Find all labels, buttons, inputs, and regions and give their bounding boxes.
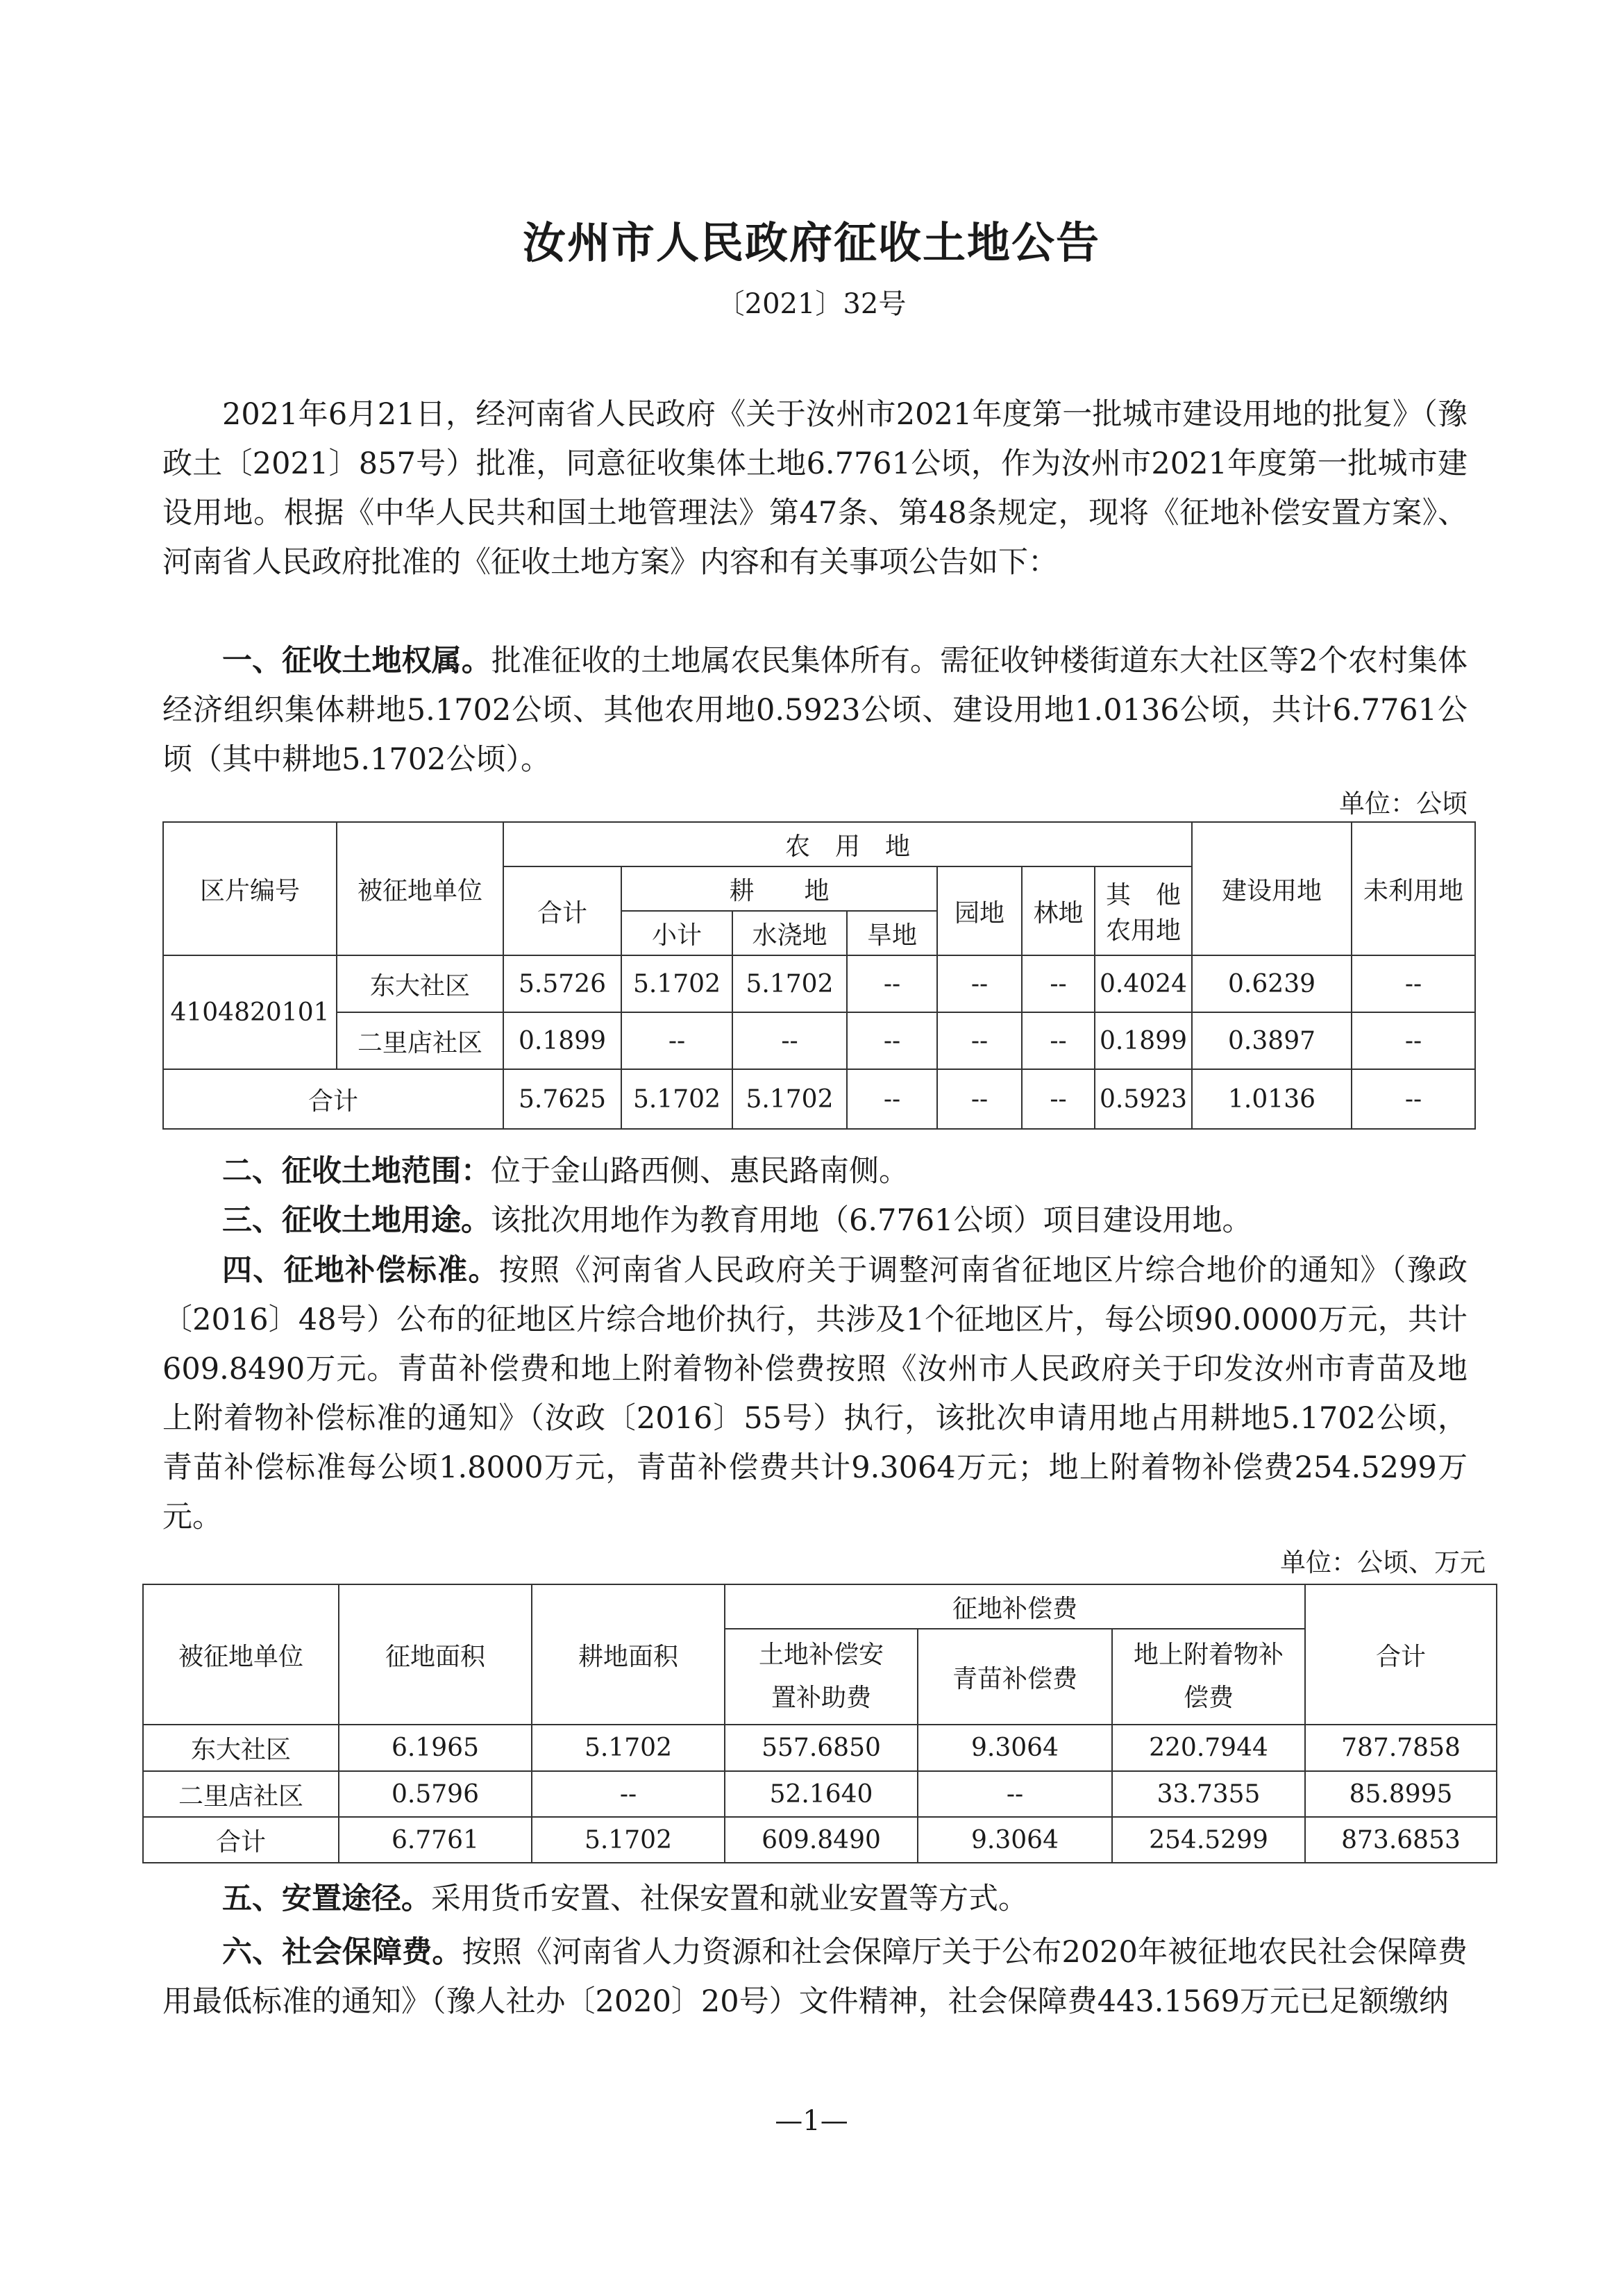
cell-unit: 东大社区 bbox=[337, 955, 503, 1012]
cell-total: 873.6853 bbox=[1305, 1817, 1497, 1863]
header-forest: 林地 bbox=[1022, 866, 1095, 955]
cell-other: 0.1899 bbox=[1095, 1012, 1192, 1069]
cell-unit: 二里店社区 bbox=[143, 1771, 339, 1817]
section-5 bbox=[162, 1875, 1468, 1924]
section-heading: 三、征收土地用途。 bbox=[222, 1203, 491, 1238]
cell-arable: 5.1702 bbox=[532, 1725, 725, 1771]
intro-paragraph: 2021年6月21日，经河南省人民政府《关于汝州市2021年度第一批城市建设用地的批复》（豫政土〔2021〕857号）批准，同意征收集体土地6.7761公顷，作为汝州市2021年度第一批城市建设用地。根据《中华人民共和国土地管理法》第47条、第48条规定，现将《征地补偿安置方案》、河南省人民政府批准的《征收土地方案》内容和有关事项公告如下： bbox=[162, 397, 1468, 580]
cell-unit: 合计 bbox=[143, 1817, 339, 1863]
section-text: 位于金山路西侧、惠民路南侧。 bbox=[491, 1154, 909, 1189]
cell-irrigated: 5.1702 bbox=[732, 1069, 847, 1129]
page-number: —1— bbox=[775, 2105, 848, 2137]
cell-dry: -- bbox=[847, 1012, 937, 1069]
section-text: 该批次用地作为教育用地（6.7761公顷）项目建设用地。 bbox=[491, 1203, 1252, 1238]
header-total: 合计 bbox=[1305, 1584, 1497, 1725]
section-heading: 六、社会保障费。 bbox=[222, 1935, 462, 1970]
header-total: 合计 bbox=[503, 866, 621, 955]
table-row bbox=[163, 1012, 1475, 1069]
header-unit-name: 被征地单位 bbox=[337, 822, 503, 955]
zone-id-cell: 4104820101 bbox=[163, 955, 337, 1069]
cell-unit: 东大社区 bbox=[143, 1725, 339, 1771]
cell-garden: -- bbox=[937, 1069, 1022, 1129]
cell-other: 0.5923 bbox=[1095, 1069, 1192, 1129]
header-arable-area: 耕地面积 bbox=[532, 1584, 725, 1725]
table2-unit: 单位：公顷、万元 bbox=[1280, 1548, 1486, 1577]
cell-total: 5.7625 bbox=[503, 1069, 621, 1129]
cell-arable: -- bbox=[532, 1771, 725, 1817]
cell-construction: 1.0136 bbox=[1192, 1069, 1352, 1129]
section-heading: 五、安置途径。 bbox=[222, 1882, 431, 1916]
cell-total: 0.1899 bbox=[503, 1012, 621, 1069]
document-number: 〔2021〕32号 bbox=[716, 288, 907, 320]
document-title: 汝州市人民政府征收土地公告 bbox=[522, 217, 1100, 268]
land-area-table bbox=[162, 821, 1476, 1130]
header-agri-land: 农 用 地 bbox=[503, 822, 1192, 866]
cell-crop-comp: 9.3064 bbox=[918, 1817, 1112, 1863]
table-row bbox=[163, 955, 1475, 1012]
header-zone-id: 区片编号 bbox=[163, 822, 337, 955]
compensation-table bbox=[142, 1584, 1497, 1863]
section-heading: 四、征地补偿标准。 bbox=[222, 1253, 499, 1288]
section-6 bbox=[162, 1928, 1468, 2027]
header-irrigated: 水浇地 bbox=[732, 911, 847, 955]
cell-area: 6.1965 bbox=[339, 1725, 532, 1771]
cell-total: 85.8995 bbox=[1305, 1771, 1497, 1817]
header-arable: 耕 地 bbox=[621, 866, 937, 911]
cell-subtotal: 5.1702 bbox=[621, 955, 732, 1012]
header-unit-name: 被征地单位 bbox=[143, 1584, 339, 1725]
header-crop-comp: 青苗补偿费 bbox=[918, 1629, 1112, 1725]
cell-total: 5.5726 bbox=[503, 955, 621, 1012]
cell-land-comp: 609.8490 bbox=[725, 1817, 918, 1863]
header-land-comp: 土地补偿安置补助费 bbox=[725, 1629, 918, 1725]
cell-subtotal: -- bbox=[621, 1012, 732, 1069]
table-row-total bbox=[163, 1069, 1475, 1129]
section-4 bbox=[162, 1246, 1468, 1542]
cell-attach-comp: 33.7355 bbox=[1112, 1771, 1305, 1817]
section-3 bbox=[162, 1196, 1468, 1246]
cell-total: 787.7858 bbox=[1305, 1725, 1497, 1771]
cell-land-comp: 52.1640 bbox=[725, 1771, 918, 1817]
section-2 bbox=[162, 1147, 1468, 1196]
cell-garden: -- bbox=[937, 1012, 1022, 1069]
cell-dry: -- bbox=[847, 955, 937, 1012]
section-heading: 二、征收土地范围： bbox=[222, 1154, 491, 1189]
cell-irrigated: 5.1702 bbox=[732, 955, 847, 1012]
header-dry: 旱地 bbox=[847, 911, 937, 955]
header-garden: 园地 bbox=[937, 866, 1022, 955]
cell-arable: 5.1702 bbox=[532, 1817, 725, 1863]
table-row bbox=[143, 1771, 1497, 1817]
cell-construction: 0.6239 bbox=[1192, 955, 1352, 1012]
cell-crop-comp: 9.3064 bbox=[918, 1725, 1112, 1771]
cell-subtotal: 5.1702 bbox=[621, 1069, 732, 1129]
table-row bbox=[143, 1725, 1497, 1771]
cell-garden: -- bbox=[937, 955, 1022, 1012]
section-heading: 一、征收土地权属。 bbox=[222, 644, 491, 678]
section-text: 采用货币安置、社保安置和就业安置等方式。 bbox=[431, 1882, 1028, 1916]
cell-attach-comp: 254.5299 bbox=[1112, 1817, 1305, 1863]
cell-sum-label: 合计 bbox=[163, 1069, 503, 1129]
cell-area: 6.7761 bbox=[339, 1817, 532, 1863]
header-construction: 建设用地 bbox=[1192, 822, 1352, 955]
cell-unused: -- bbox=[1352, 955, 1475, 1012]
cell-attach-comp: 220.7944 bbox=[1112, 1725, 1305, 1771]
cell-area: 0.5796 bbox=[339, 1771, 532, 1817]
cell-forest: -- bbox=[1022, 1012, 1095, 1069]
cell-unit: 二里店社区 bbox=[337, 1012, 503, 1069]
header-attach-comp: 地上附着物补偿费 bbox=[1112, 1629, 1305, 1725]
cell-dry: -- bbox=[847, 1069, 937, 1129]
cell-construction: 0.3897 bbox=[1192, 1012, 1352, 1069]
header-subtotal: 小计 bbox=[621, 911, 732, 955]
section-text: 批准征收的土地属农民集体所有。需征收钟楼街道东大社区等2个农村集体经济组织集体耕地5.1702公顷、其他农用地0.5923公顷、建设用地1.0136公顷，共计6.7761公顷（其中耕地5.1702公顷）。 bbox=[162, 644, 1468, 777]
cell-crop-comp: -- bbox=[918, 1771, 1112, 1817]
cell-unused: -- bbox=[1352, 1069, 1475, 1129]
header-other-agri: 其 他农用地 bbox=[1095, 866, 1192, 955]
cell-irrigated: -- bbox=[732, 1012, 847, 1069]
section-text: 按照《河南省人力资源和社会保障厅关于公布2020年被征地农民社会保障费用最低标准的通知》（豫人社办〔2020〕20号）文件精神，社会保障费443.1569万元已足额缴纳 bbox=[162, 1935, 1468, 2019]
cell-unused: -- bbox=[1352, 1012, 1475, 1069]
header-compensation: 征地补偿费 bbox=[725, 1584, 1305, 1629]
cell-forest: -- bbox=[1022, 1069, 1095, 1129]
cell-forest: -- bbox=[1022, 955, 1095, 1012]
cell-land-comp: 557.6850 bbox=[725, 1725, 918, 1771]
table-row-total bbox=[143, 1817, 1497, 1863]
header-unused: 未利用地 bbox=[1352, 822, 1475, 955]
header-area: 征地面积 bbox=[339, 1584, 532, 1725]
table1-unit: 单位：公顷 bbox=[1339, 789, 1468, 819]
section-1 bbox=[162, 637, 1468, 785]
section-text: 按照《河南省人民政府关于调整河南省征地区片综合地价的通知》（豫政〔2016〕48号）公布的征地区片综合地价执行，共涉及1个征地区片，每公顷90.0000万元，共计609.8490万元。青苗补偿费和地上附着物补偿费按照《汝州市人民政府关于印发汝州市青苗及地上附着物补偿标准的通知》（汝政〔2016〕55号）执行，该批次申请用地占用耕地5.1702公顷，青苗补偿标准每公顷1.8000万元，青苗补偿费共计9.3064万元；地上附着物补偿费254.5299万元。 bbox=[162, 1253, 1468, 1534]
cell-other: 0.4024 bbox=[1095, 955, 1192, 1012]
